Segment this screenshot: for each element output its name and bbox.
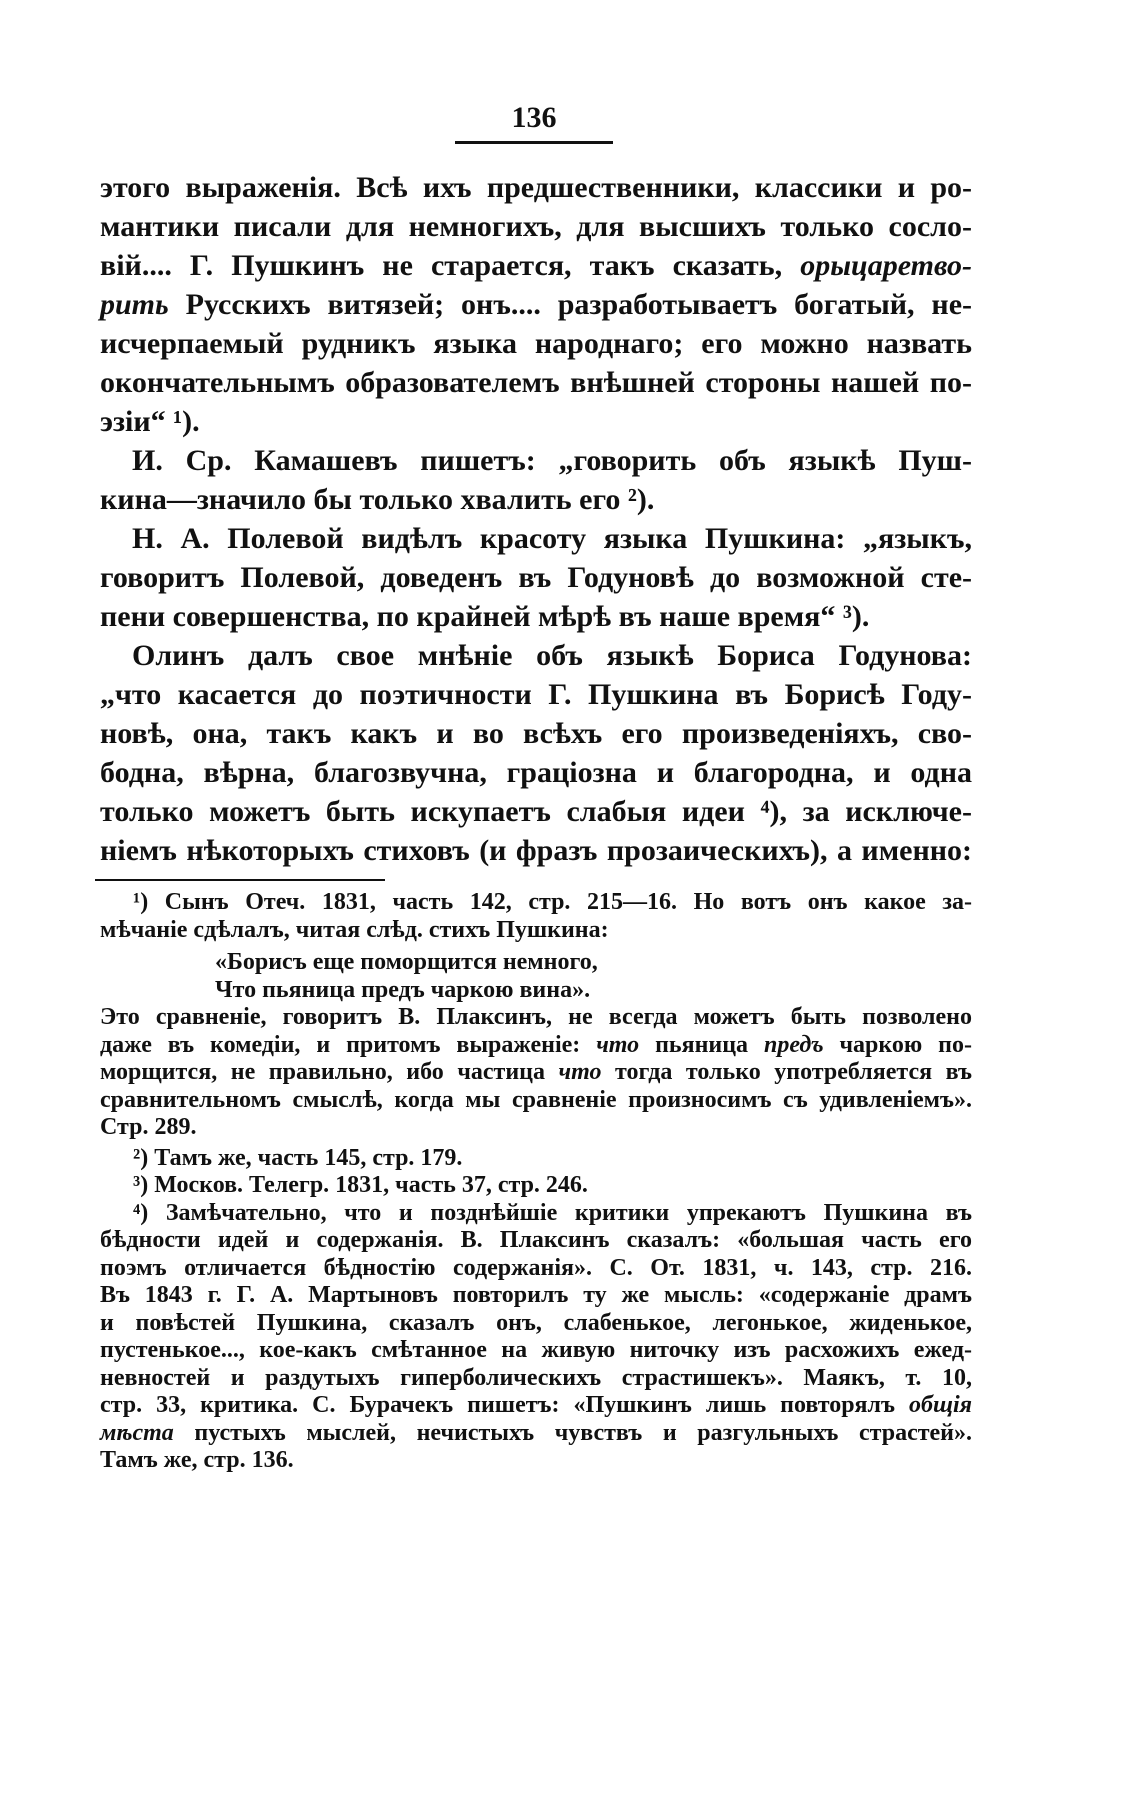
footnote-line — [100, 1282, 972, 1310]
line-text: Тамъ же, стр. 136. — [100, 1447, 294, 1473]
footnote-line — [100, 1087, 972, 1115]
text-line — [100, 207, 972, 246]
footnote-line — [100, 917, 972, 945]
line-text: Олинъ далъ свое мнѣніе объ языкѣ Бориса Годунова: — [132, 639, 972, 672]
italic-text: предъ — [763, 1031, 824, 1058]
line-text: „что касается до поэтичности Г. Пушкина въ Борисѣ Году- — [100, 678, 972, 711]
text-line — [100, 675, 972, 714]
footnote-line — [100, 1392, 972, 1420]
italic-text: мѣста — [100, 1419, 174, 1446]
verse-line: Что пьяница предъ чаркою вина». — [215, 976, 591, 1003]
line-text: исчерпаемый рудникъ языка народнаго; его можно назвать — [100, 327, 972, 360]
italic-text: рить — [100, 288, 169, 321]
line-text: чаркою по- — [823, 1031, 972, 1058]
verse-line: «Борисъ еще поморщится немного, — [215, 949, 598, 975]
text-line — [100, 558, 972, 597]
line-text: морщится, не правильно, ибо частица — [100, 1059, 559, 1085]
line-text: ⁴) Замѣчательно, что и позднѣйшіе критики упрекаютъ Пушкина въ — [133, 1199, 972, 1226]
line-text: ¹) Сынъ Отеч. 1831, часть 142, стр. 215—16. Но вотъ онъ какое за- — [133, 889, 972, 915]
text-line — [100, 519, 972, 558]
text-line — [100, 714, 972, 753]
footnote-line — [100, 1004, 972, 1032]
line-text: Русскихъ витязей; онъ.... разработываетъ богатый, не- — [168, 288, 972, 321]
text-line — [100, 753, 972, 792]
page-number: 136 — [511, 101, 557, 134]
paragraph-4 — [100, 636, 972, 870]
italic-text: орыцаретво- — [800, 249, 972, 282]
footnote-line — [100, 889, 972, 917]
footnote-line — [100, 1200, 972, 1228]
line-text: и повѣстей Пушкина, сказалъ онъ, слабенькое, легонькое, жиденькое, — [100, 1309, 972, 1336]
line-text: Это сравненіе, говоритъ В. Плаксинъ, не всегда можетъ быть позволено — [100, 1004, 972, 1030]
paragraph-3 — [100, 519, 972, 636]
text-line — [100, 168, 972, 207]
line-text: Въ 1843 г. Г. А. Мартыновъ повторилъ ту же мысль: «содержаніе драмъ — [100, 1282, 972, 1308]
line-text: Н. А. Полевой видѣлъ красоту языка Пушкина: „языкъ, — [132, 522, 972, 555]
line-text: поэмъ отличается бѣдностію содержанія». С. От. 1831, ч. 143, стр. 216. — [100, 1254, 972, 1281]
line-text: мѣчаніе сдѣлалъ, читая слѣд. стихъ Пушкина: — [100, 916, 609, 943]
text-line — [100, 636, 972, 675]
line-text: пьяница — [639, 1031, 764, 1058]
footnote-line — [100, 1032, 972, 1060]
italic-text: что — [558, 1059, 602, 1085]
line-text: кина—значило бы только хвалить его ²). — [100, 483, 655, 516]
text-line — [100, 480, 972, 519]
footnote-line — [100, 1447, 972, 1475]
footnote-3 — [100, 1172, 972, 1200]
footnote-line — [100, 1337, 972, 1365]
footnotes — [100, 889, 972, 1475]
footnote-line — [100, 1310, 972, 1338]
italic-text: что — [596, 1031, 640, 1058]
line-text: невностей и раздутыхъ гиперболическихъ страстишекъ». Маякъ, т. 10, — [100, 1364, 972, 1391]
line-text: сравнительномъ смыслѣ, когда мы сравненіе произносимъ съ удивленіемъ». — [100, 1086, 972, 1113]
line-text: бѣдности идей и содержанія. В. Плаксинъ сказалъ: «большая часть его — [100, 1227, 972, 1253]
line-text: только можетъ быть искупаетъ слабыя идеи ⁴), за исключе- — [100, 795, 972, 828]
line-text: вій.... Г. Пушкинъ не старается, такъ сказать, — [100, 249, 801, 282]
text-line — [100, 831, 972, 870]
main-text — [100, 168, 972, 870]
footnote-4 — [100, 1200, 972, 1475]
line-text: пустыхъ мыслей, нечистыхъ чувствъ и разгульныхъ страстей». — [173, 1419, 972, 1446]
page-number-rule — [455, 141, 613, 144]
line-text: Стр. 289. — [100, 1114, 197, 1140]
line-text: окончательнымъ образователемъ внѣшней стороны нашей по- — [100, 366, 972, 399]
line-text: бодна, вѣрна, благозвучна, граціозна и благородна, и одна — [100, 756, 972, 789]
footnote-1 — [100, 889, 972, 1142]
footnote-verse — [100, 949, 972, 1004]
line-text: пени совершенства, по крайней мѣрѣ въ наше время“ ³). — [100, 600, 870, 633]
footnote-line — [100, 1227, 972, 1255]
italic-text: общія — [909, 1392, 972, 1418]
line-text: новѣ, она, такъ какъ и во всѣхъ его произведеніяхъ, сво- — [100, 717, 972, 750]
text-line — [100, 285, 972, 324]
line-text: эзіи“ ¹). — [100, 405, 200, 438]
line-text: ніемъ нѣкоторыхъ стиховъ (и фразъ прозаическихъ), а именно: — [100, 834, 972, 867]
line-text: пустенькое..., кое-какъ смѣтанное на живую ниточку изъ расхожихъ ежед- — [100, 1337, 972, 1363]
footnote-line — [100, 1255, 972, 1283]
text-line — [100, 363, 972, 402]
footnote-line — [100, 1114, 972, 1142]
footnote-line — [100, 1365, 972, 1393]
text-line — [100, 792, 972, 831]
footnote-line — [100, 1145, 972, 1173]
line-text: говоритъ Полевой, доведенъ въ Годуновѣ до возможной сте- — [100, 561, 972, 594]
line-text: стр. 33, критика. С. Бурачекъ пишетъ: «Пушкинъ лишь повторялъ — [100, 1392, 909, 1418]
text-line — [100, 246, 972, 285]
footnote-2 — [100, 1145, 972, 1173]
line-text: даже въ комедіи, и притомъ выраженіе: — [100, 1031, 597, 1058]
text-line — [100, 597, 972, 636]
line-text: мантики писали для немногихъ, для высшихъ только сосло- — [100, 210, 972, 243]
line-text: ³) Москов. Телегр. 1831, часть 37, стр. 246. — [133, 1172, 588, 1198]
footnote-line — [100, 1172, 972, 1200]
text-line — [100, 441, 972, 480]
text-line — [100, 402, 972, 441]
footnote-line — [100, 1420, 972, 1448]
line-text: этого выраженія. Всѣ ихъ предшественники, классики и ро- — [100, 171, 972, 204]
line-text: И. Ср. Камашевъ пишетъ: „говорить объ языкѣ Пуш- — [132, 444, 972, 477]
footnote-rule — [95, 879, 385, 881]
line-text: ²) Тамъ же, часть 145, стр. 179. — [133, 1144, 463, 1171]
footnote-line — [100, 1059, 972, 1087]
text-line — [100, 324, 972, 363]
paragraph-1 — [100, 168, 972, 441]
line-text: тогда только употребляется въ — [601, 1059, 973, 1085]
paragraph-2 — [100, 441, 972, 519]
